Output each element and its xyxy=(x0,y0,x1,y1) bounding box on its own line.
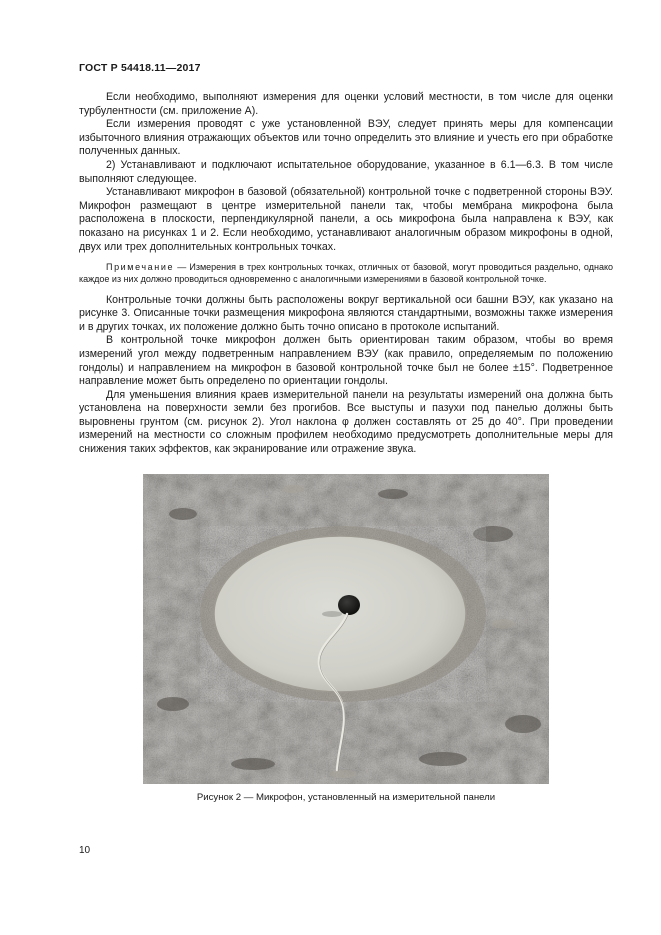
note-label: Примечание xyxy=(106,262,175,273)
paragraph: Устанавливают микрофон в базовой (обязательной) контрольной точке с подветренной стороны ВЭУ. Микрофон размещают в центре измерительной панели так, чтобы мембрана микрофона была расположена в плоскости, перпендикулярной панели, а ось микрофона была направлена к ВЭУ, как показано на рисунках 1 и 2. Если необходимо, устанавливают аналогичным образом микрофоны в одной, двух или трех дополнительных контрольных точках. xyxy=(79,186,613,253)
paragraph: Контрольные точки должны быть расположены вокруг вертикальной оси башни ВЭУ, как указано на рисунке 3. Описанные точки размещения микрофона являются стандартными, возможны также измерения и в других точках, их положение должно быть точно описано в протоколе испытаний. xyxy=(79,293,613,333)
paragraph: Для уменьшения влияния краев измерительной панели на результаты измерений она должна быть установлена на поверхности земли без прогибов. Все выступы и пазухи под панелью должны быть выровнены грунтом (см. рисунок 2). Угол наклона φ должен составлять от 25 до 40°. При проведении измерений на местности со сложным профилем необходимо предусмотреть дополнительные меры для снижения таких эффектов, как экранирование или отражение звука. xyxy=(79,388,613,456)
paragraph: Если измерения проводят с уже установленной ВЭУ, следует принять меры для компенсации избыточного влияния отражающих объектов или точно определить это влияние и учесть его при обработке полученных данных. xyxy=(79,118,613,158)
note-text: — Измерения в трех контрольных точках, отличных от базовой, могут проводиться раздельно, однако каждое из них должно проводиться одновременно с аналогичными измерениями в базовой контрольной точке. xyxy=(79,262,613,285)
body-text xyxy=(79,91,613,457)
standard-code-header: ГОСТ Р 54418.11—2017 xyxy=(79,62,201,74)
paragraph: Если необходимо, выполняют измерения для оценки условий местности, в том числе для оценки турбулентности (см. приложение А). xyxy=(79,91,613,117)
figure-caption: Рисунок 2 — Микрофон, установленный на измерительной панели xyxy=(196,792,496,803)
figure-photo-microphone-on-panel xyxy=(143,474,549,784)
paragraph: 2) Устанавливают и подключают испытательное оборудование, указанное в 6.1—6.3. В том числе выполняют следующее. xyxy=(79,158,613,185)
paragraph: В контрольной точке микрофон должен быть ориентирован таким образом, чтобы во время измерений угол между подветренным направлением ВЭУ (как правило, определяемым по положению гондолы) и направлением на микрофон в базовой контрольной точке был не более ±15°. Подветренное направление может быть определено по ориентации гондолы. xyxy=(79,334,613,388)
microphone xyxy=(338,595,360,615)
page-number: 10 xyxy=(79,845,91,856)
note xyxy=(79,261,613,285)
